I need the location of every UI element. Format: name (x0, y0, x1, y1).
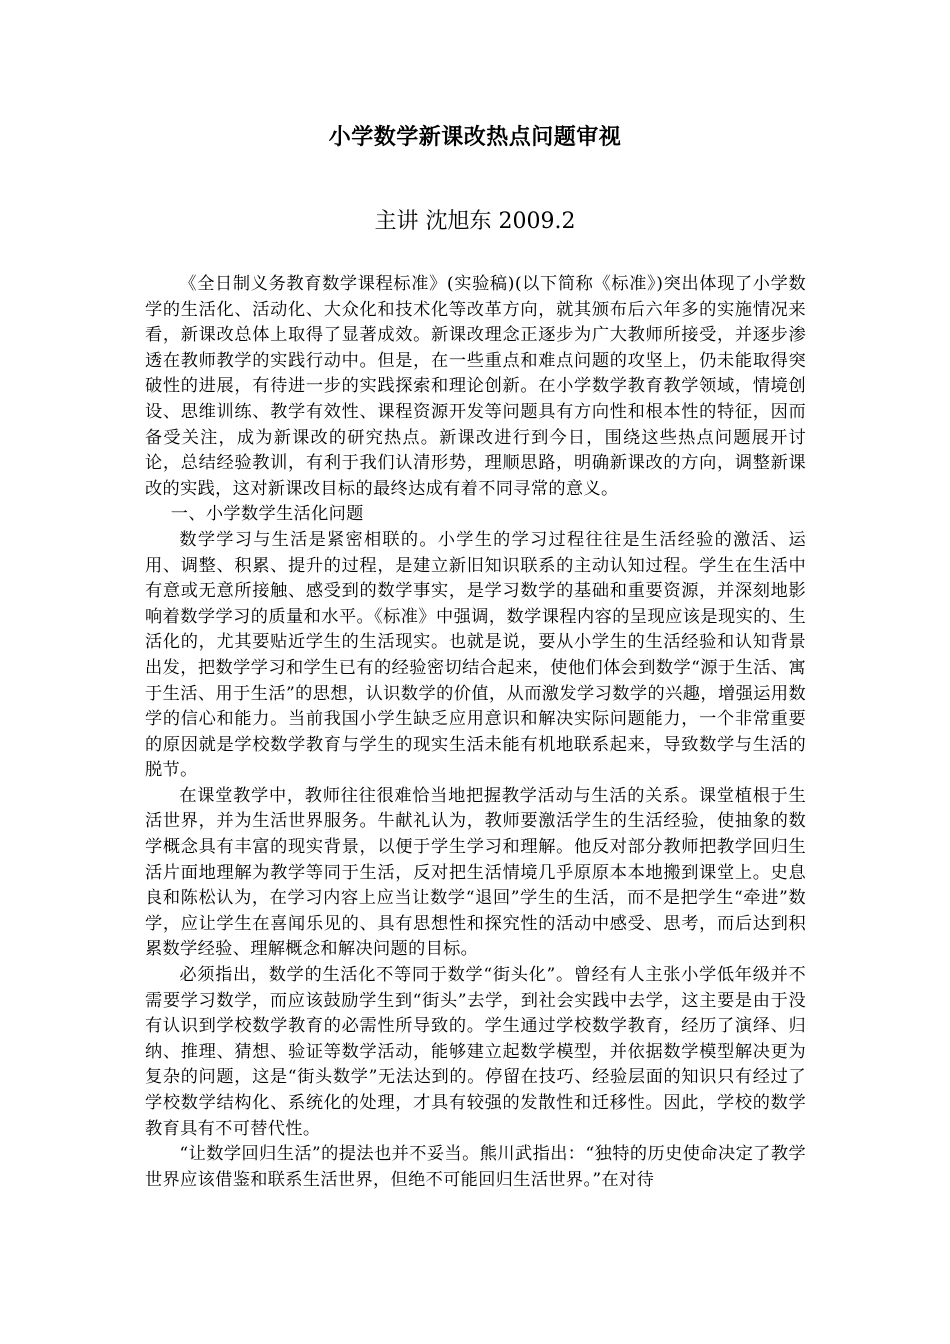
body-paragraph: 数学学习与生活是紧密相联的。小学生的学习过程往往是生活经验的激活、运用、调整、积累、提升的过程，是建立新旧知识联系的主动认知过程。学生在生活中有意或无意所接触、感受到的数学事实，是学习数学的基础和重要资源，并深刻地影响着数学学习的质量和水平。《标准》中强调，数学课程内容的呈现应该是现实的、生活化的，尤其要贴近学生的生活现实。也就是说，要从小学生的生活经验和认知背景出发，把数学学习和学生已有的经验密切结合起来，使他们体会到数学“源于生活、寓于生活、用于生活”的思想，认识数学的价值，从而激发学习数学的兴趣，增强运用数学的信心和能力。当前我国小学生缺乏应用意识和解决实际问题能力，一个非常重要的原因就是学校数学教育与学生的现实生活未能有机地联系起来，导致数学与生活的脱节。 (145, 529, 806, 781)
body-paragraph: 在课堂教学中，教师往往很难恰当地把握教学活动与生活的关系。课堂植根于生活世界，并为生活世界服务。牛献礼认为，教师要激活学生的生活经验，使抽象的数学概念具有丰富的现实背景，以便于学生学习和理解。他反对部分教师把教学回归生活片面地理解为教学等同于生活，反对把生活情境几乎原原本本地搬到课堂上。史息良和陈松认为，在学习内容上应当让数学“退回”学生的生活，而不是把学生“牵进”数学，应让学生在喜闻乐见的、具有思想性和探究性的活动中感受、思考，而后达到积累数学经验、理解概念和解决问题的目标。 (145, 785, 806, 960)
document-title: 小学数学新课改热点问题审视 (328, 124, 622, 150)
document-byline: 主讲 沈旭东 2009.2 (374, 209, 576, 234)
section-heading: 一、小学数学生活化问题 (170, 504, 364, 525)
body-paragraph: “让数学回归生活”的提法也并不妥当。熊川武指出：“独特的历史使命决定了教学世界应该借鉴和联系生活世界，但绝不可能回归生活世界。”在对待 (145, 1144, 806, 1190)
body-paragraph: 必须指出，数学的生活化不等同于数学“街头化”。曾经有人主张小学低年级并不需要学习数学，而应该鼓励学生到“街头”去学，到社会实践中去学，这主要是由于没有认识到学校数学教育的必需性所导致的。学生通过学校数学教育，经历了演绎、归纳、推理、猜想、验证等数学活动，能够建立起数学模型，并依据数学模型解决更为复杂的问题，这是“街头数学”无法达到的。停留在技巧、经验层面的知识只有经过了学校数学结构化、系统化的处理，才具有较强的发散性和迁移性。因此，学校的数学教育具有不可替代性。 (145, 965, 806, 1139)
document-body (145, 272, 806, 1193)
intro-paragraph: 《全日制义务教育数学课程标准》(实验稿)(以下简称《标准》)突出体现了小学数学的生活化、活动化、大众化和技术化等改革方向，就其颁布后六年多的实施情况来看，新课改总体上取得了显著成效。新课改理念正逐步为广大教师所接受，并逐步渗透在教师教学的实践行动中。但是，在一些重点和难点问题的攻坚上，仍未能取得突破性的进展，有待进一步的实践探索和理论创新。在小学数学教育教学领域，情境创设、思维训练、教学有效性、课程资源开发等问题具有方向性和根本性的特征，因而备受关注，成为新课改的研究热点。新课改进行到今日，围绕这些热点问题展开讨论，总结经验教训，有利于我们认清形势，理顺思路，明确新课改的方向，调整新课改的实践，这对新课改目标的最终达成有着不同寻常的意义。 (145, 274, 806, 499)
